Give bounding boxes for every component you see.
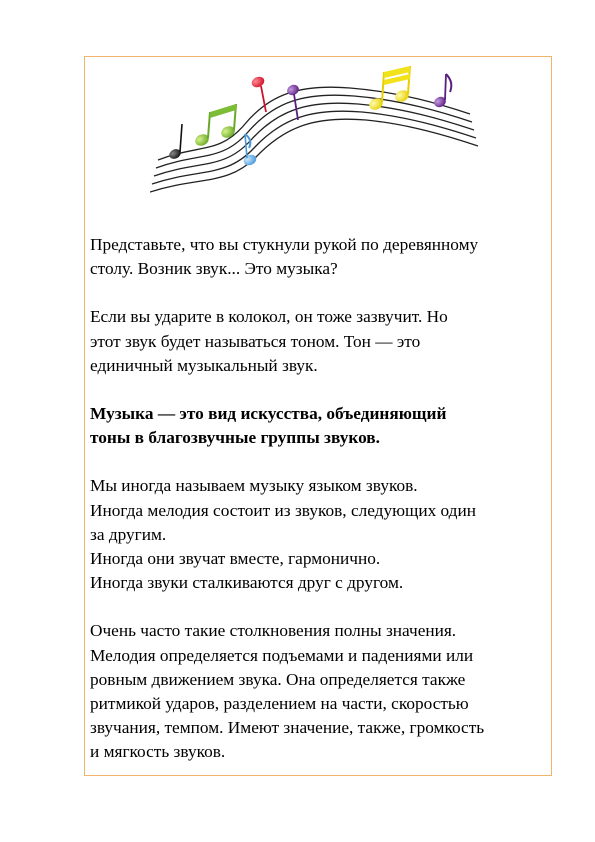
paragraph-1 [90,233,550,281]
text-line: Иногда они звучат вместе, гармонично. [90,549,381,569]
text-line: тоны в благозвучные группы звуков. [90,428,380,448]
text-line: этот звук будет называться тоном. Тон — это [90,331,421,351]
text-line: Иногда звуки сталкиваются друг с другом. [90,573,404,593]
blue-note-icon [242,134,258,167]
purple-note-right-icon [432,74,451,109]
paragraph-5 [90,619,550,764]
text-content [90,233,550,765]
paragraph-2 [90,305,550,378]
text-line: единичный музыкальный звук. [90,355,318,375]
text-line: Мы иногда называем музыку языком звуков. [90,476,418,496]
green-notes-icon [193,104,236,148]
yellow-notes-icon [367,66,410,112]
text-line: Мелодия определяется подъемами и падениями или [90,645,474,665]
black-note-icon [168,124,183,161]
text-line: Очень часто такие столкновения полны значения. [90,621,457,641]
text-line: Иногда мелодия состоит из звуков, следующих один [90,500,476,520]
text-line: ровным движением звука. Она определяется также [90,669,466,689]
text-line: Музыка — это вид искусства, объединяющий [90,404,447,424]
text-line: столу. Возник звук... Это музыка? [90,259,338,279]
text-line: за другим. [90,524,167,544]
text-line: Представьте, что вы стукнули рукой по деревянному [90,235,479,254]
text-line: ритмикой ударов, разделением на части, скоростью [90,694,469,714]
paragraph-4 [90,474,550,595]
music-notes-staff-icon [150,62,490,212]
paragraph-3-definition [90,402,550,450]
text-line: Если вы ударите в колокол, он тоже зазвучит. Но [90,307,448,327]
text-line: и мягкость звуков. [90,742,226,762]
text-line: звучания, темпом. Имеют значение, также, громкость [90,718,485,738]
